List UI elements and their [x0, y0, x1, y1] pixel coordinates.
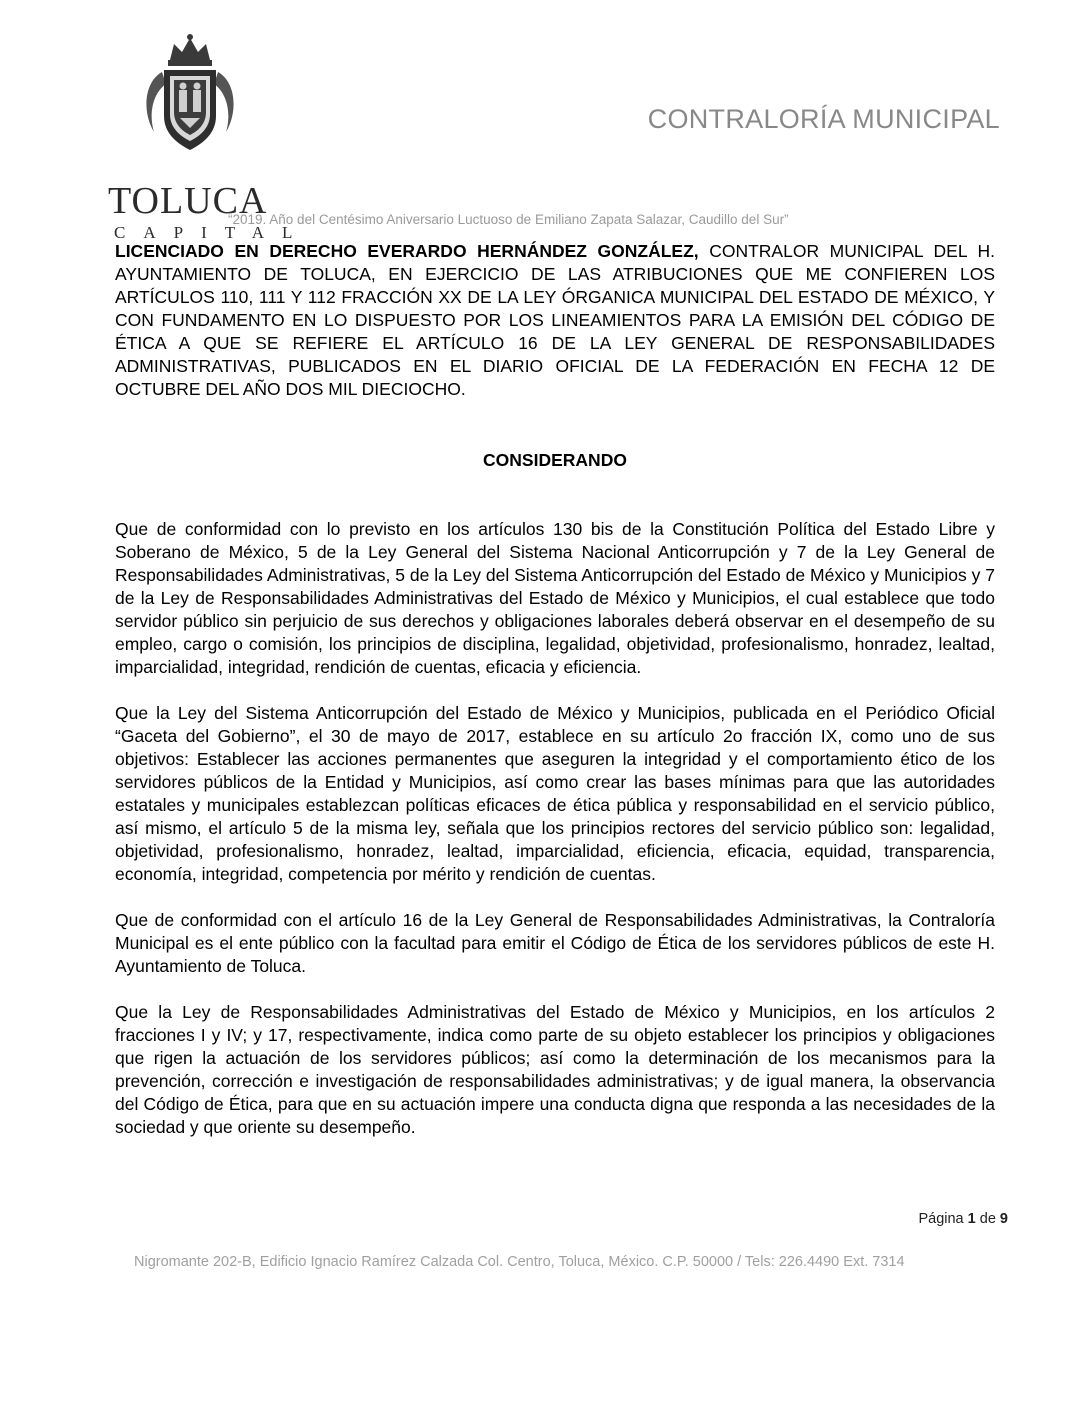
year-motto: “2019. Año del Centésimo Aniversario Luctuoso de Emiliano Zapata Salazar, Caudillo del Sur”	[228, 212, 789, 227]
page-current: 1	[967, 1211, 976, 1227]
page-sep: de	[975, 1211, 1000, 1227]
paragraph-1: Que de conformidad con lo previsto en los artículos 130 bis de la Constitución Política del Estado Libre y Soberano de México, 5 de la Ley General del Sistema Nacional Anticorrupción y 7 de la Ley General de Responsabilidades Administrativas, 5 de la Ley del Sistema Anticorrupción del Estado de México y Municipios y 7 de la Ley de Responsabilidades Administrativas del Estado de México y Municipios, el cual establece que todo servidor público sin perjuicio de sus derechos y obligaciones laborales deberá observar en el desempeño de su empleo, cargo o comisión, los principios de disciplina, legalidad, objetividad, profesionalismo, honradez, lealtad, imparcialidad, integridad, rendición de cuentas, eficacia y eficiencia.	[115, 519, 995, 677]
coat-of-arms-icon	[140, 32, 240, 160]
page-label: Página	[918, 1211, 968, 1227]
page-number	[918, 1211, 1008, 1227]
document-body	[115, 240, 995, 1162]
paragraph-3: Que de conformidad con el artículo 16 de la Ley General de Responsabilidades Administrativas, la Contraloría Municipal es el ente público con la facultad para emitir el Código de Ética de los servidores públicos de este H. Ayuntamiento de Toluca.	[115, 910, 995, 976]
logo-wordmark: TOLUCA	[108, 180, 268, 222]
logo-subtitle: CAPITAL	[114, 223, 311, 242]
department-title: CONTRALORÍA MUNICIPAL	[647, 104, 1000, 134]
paragraph-2: Que la Ley del Sistema Anticorrupción del Estado de México y Municipios, publicada en el Periódico Oficial “Gaceta del Gobierno”, el 30 de mayo de 2017, establece en su artículo 2o fracción IX, como uno de sus objetivos: Establecer las acciones permanentes que aseguren la integridad y el comportamiento ético de los servidores públicos de la Entidad y Municipios, así como crear las bases mínimas para que las autoridades estatales y municipales establezcan políticas eficaces de ética pública y responsabilidad en el servicio público, así mismo, el artículo 5 de la misma ley, señala que los principios rectores del servicio público son: legalidad, objetividad, profesionalismo, honradez, lealtad, imparcialidad, eficiencia, eficacia, equidad, transparencia, economía, integridad, competencia por mérito y rendición de cuentas.	[115, 703, 995, 884]
paragraph-4: Que la Ley de Responsabilidades Administrativas del Estado de México y Municipios, en los artículos 2 fracciones I y IV; y 17, respectivamente, indica como parte de su objeto establecer los principios y obligaciones que rigen la actuación de los servidores públicos; así como la determinación de los mecanismos para la prevención, corrección e investigación de responsabilidades administrativas; y de igual manera, la observancia del Código de Ética, para que en su actuación impere una conducta digna que responda a las necesidades de la sociedad y que oriente su desempeño.	[115, 1002, 995, 1137]
intro-name: LICENCIADO EN DERECHO EVERARDO HERNÁNDEZ GONZÁLEZ,	[115, 241, 699, 261]
section-heading: CONSIDERANDO	[483, 450, 627, 470]
intro-paragraph	[115, 240, 995, 401]
page-total: 9	[999, 1211, 1008, 1227]
intro-text: CONTRALOR MUNICIPAL DEL H. AYUNTAMIENTO DE TOLUCA, EN EJERCICIO DE LAS ATRIBUCIONES QUE ME CONFIEREN LOS ARTÍCULOS 110, 111 Y 112 FRACCIÓN XX DE LA LEY ÓRGANICA MUNICIPAL DEL ESTADO DE MÉXICO, Y CON FUNDAMENTO EN LO DISPUESTO POR LOS LINEAMIENTOS PARA LA EMISIÓN DEL CÓDIGO DE ÉTICA A QUE SE REFIERE EL ARTÍCULO 16 DE LA LEY GENERAL DE RESPONSABILIDADES ADMINISTRATIVAS, PUBLICADOS EN EL DIARIO OFICIAL DE LA FEDERACIÓN EN FECHA 12 DE OCTUBRE DEL AÑO DOS MIL DIECIOCHO.	[115, 241, 995, 399]
toluca-logo	[104, 32, 311, 242]
footer-address: Nigromante 202-B, Edificio Ignacio Ramírez Calzada Col. Centro, Toluca, México. C.P. 50000 / Tels: 226.4490 Ext. 7314	[134, 1254, 905, 1270]
